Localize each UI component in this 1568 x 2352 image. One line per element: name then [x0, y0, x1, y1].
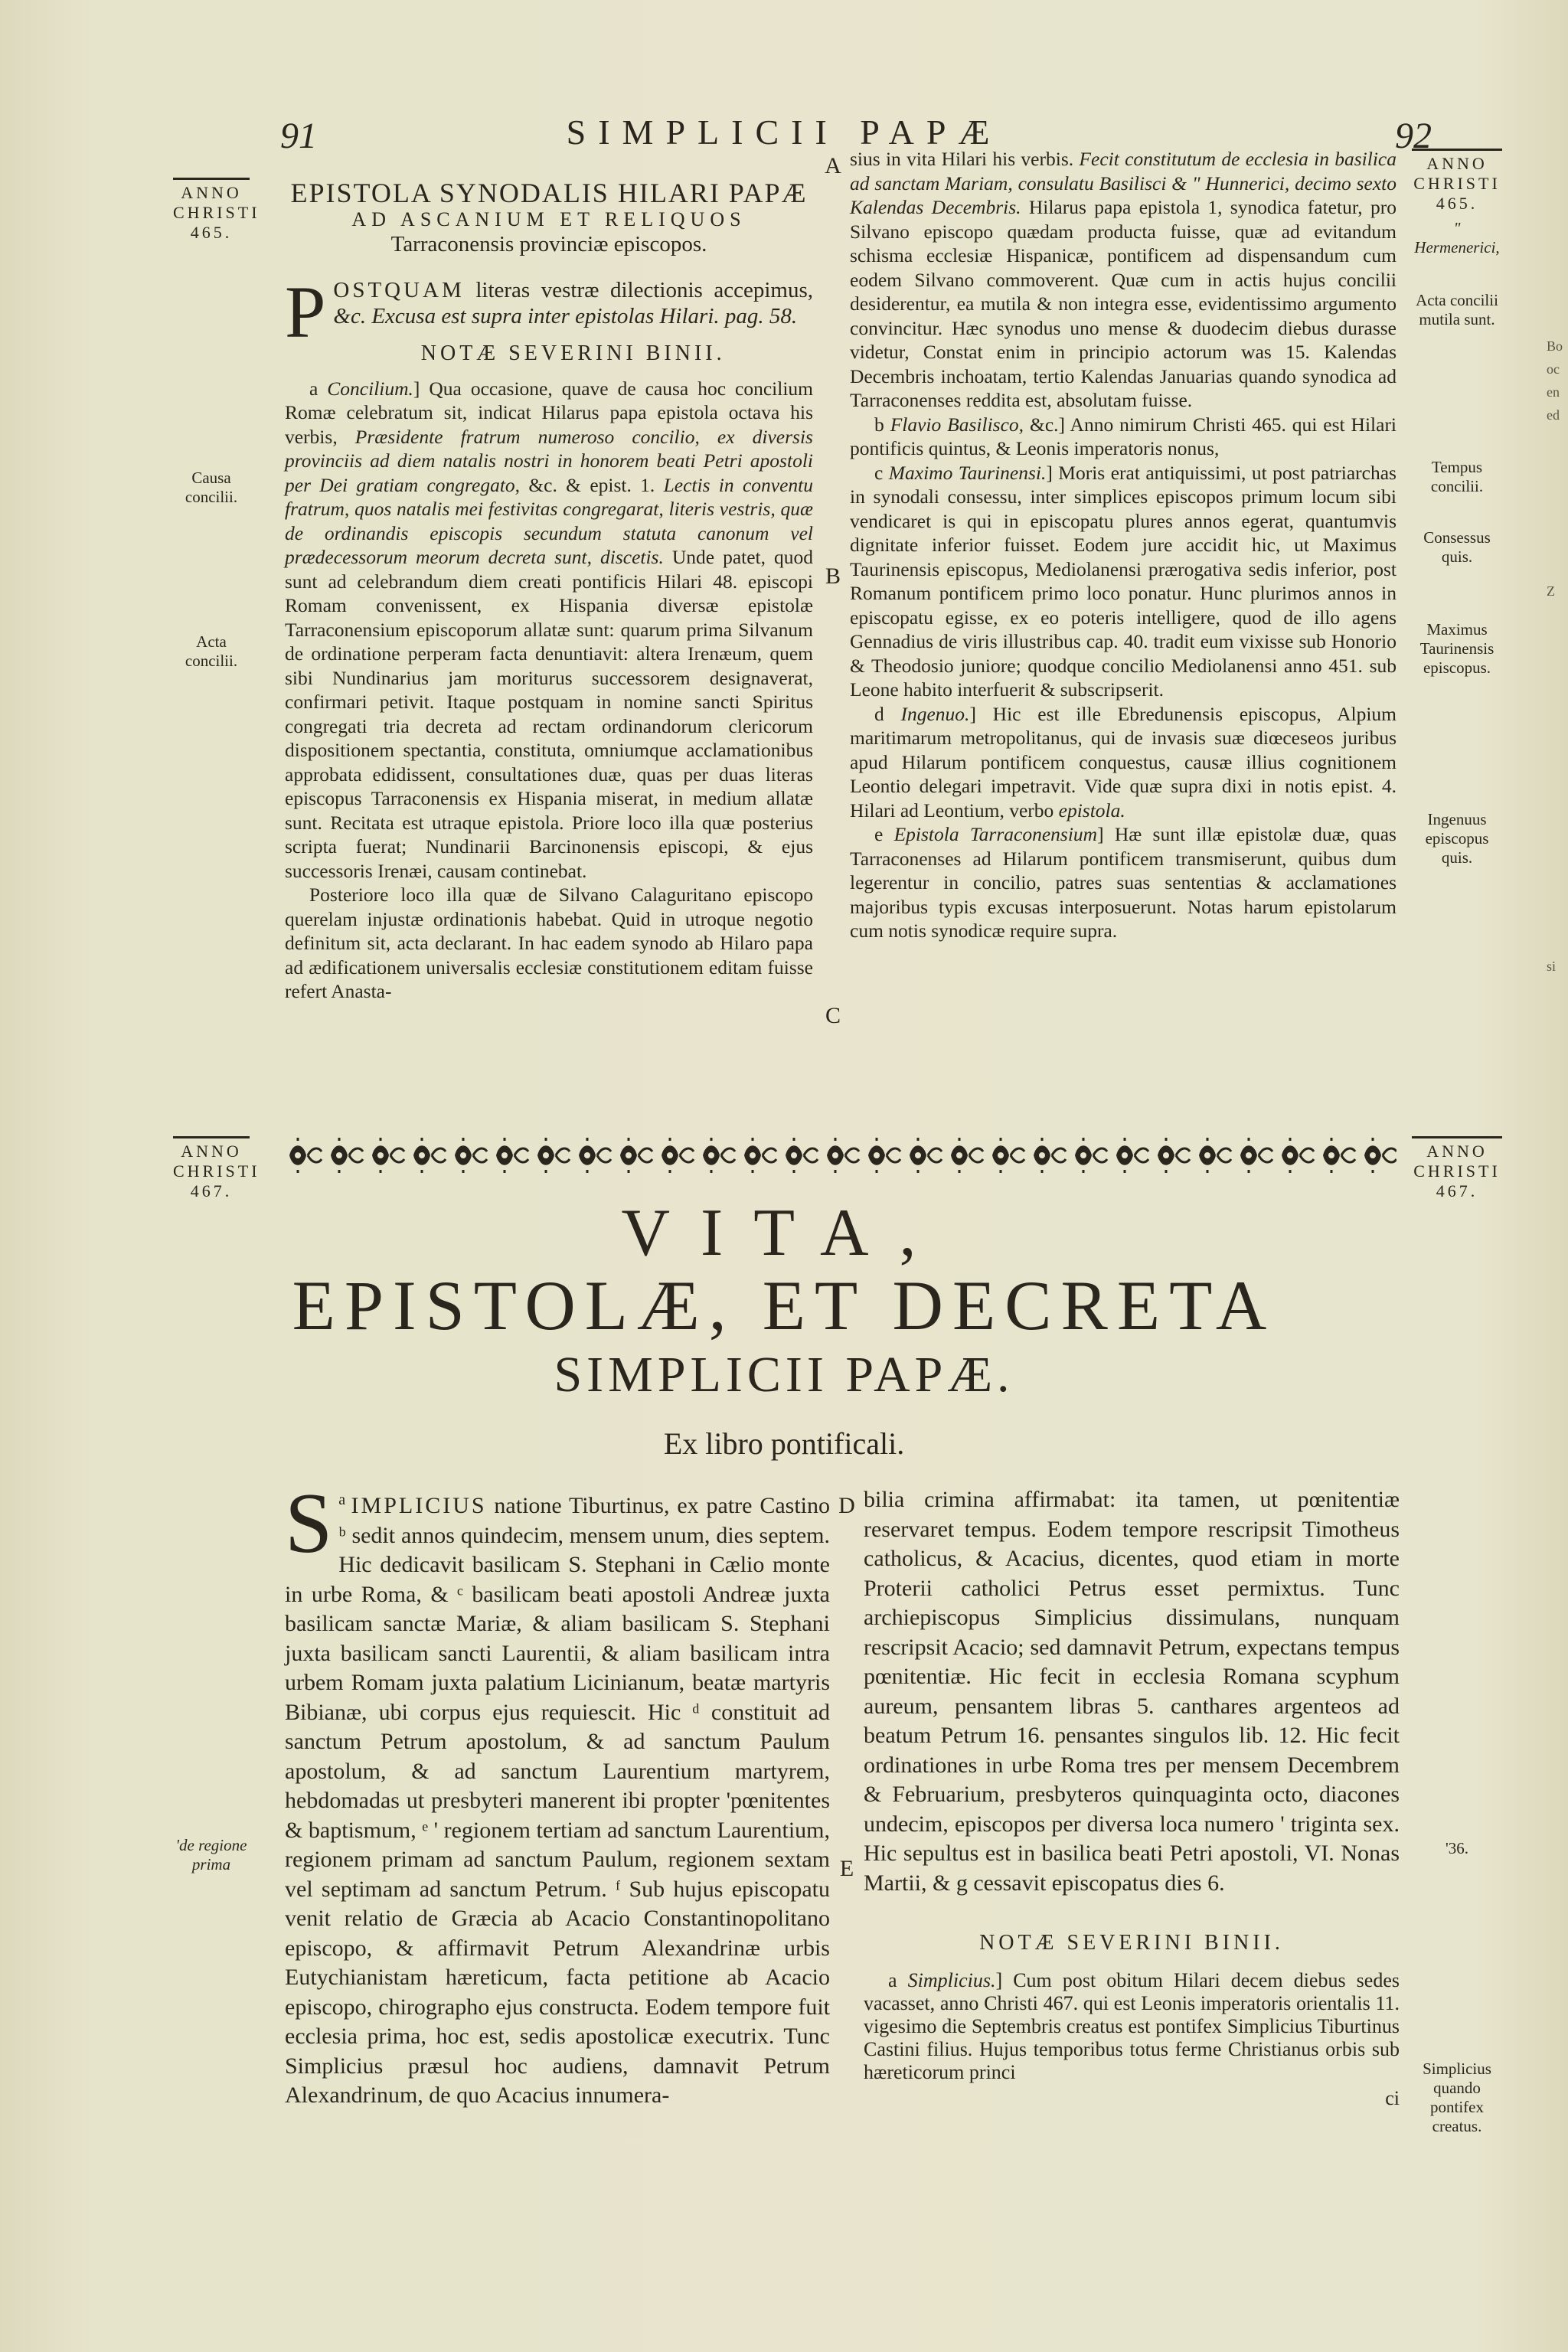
ornament-glyph — [372, 1138, 404, 1173]
catchword: ci — [1385, 2086, 1400, 2109]
ornament-glyph — [910, 1138, 942, 1173]
ornament-glyph — [455, 1138, 487, 1173]
ornament-glyph — [620, 1138, 652, 1173]
ornament-glyph — [579, 1138, 611, 1173]
running-title: SIMPLICII PAPÆ — [566, 113, 1002, 152]
ornament-glyph — [868, 1138, 900, 1173]
margin-anno-christi-465-right: ANNO CHRISTI 465. — [1412, 149, 1502, 214]
title-vita: VITA, — [621, 1196, 947, 1270]
note-e-paragraph: e Epistola Tarraconensium] Hæ sunt illæ epistolæ duæ, quas Tarraconenses ad Hilarum pontificem transmiserunt, quibus dum legerentur in concilio, patres suas sententias & acclamationes majoribus typis excusas interposuerunt. Notas harum epistolarum cum notis synodicæ require supra. — [850, 823, 1396, 942]
margin-note-consessus: Consessus quis. — [1423, 528, 1491, 566]
margin-note-acta-mutila: Acta concilii mutila sunt. — [1416, 291, 1498, 328]
epistola-intro: POSTQUAM literas vestræ dilectionis accepimus, &c. Excusa est supra inter epistolas Hilari. pag. 58. — [285, 271, 813, 353]
vita-left-column — [285, 1476, 830, 2111]
margin-note-tempus-concilii: Tempus concilii. — [1430, 458, 1484, 495]
margin-note-causa-concilii: Causa concilii. — [185, 469, 238, 506]
margin-note-ingenuus: Ingenuus episcopus quis. — [1425, 810, 1489, 867]
margin-note-de-regione: 'de regione prima — [175, 1836, 247, 1873]
margin-note-acta-concilii: Acta concilii. — [185, 632, 238, 670]
edge-fragment: si — [1547, 959, 1557, 974]
title-ex-libro: Ex libro pontificali. — [663, 1426, 905, 1461]
right-column — [850, 147, 1396, 943]
edge-fragment: en — [1547, 384, 1560, 400]
ornament-glyph — [1116, 1138, 1148, 1173]
note-a-continued-paragraph: sius in vita Hilari his verbis. Fecit constitutum de ecclesia in basilica ad sanctam Mariam, consulatu Basilisci & " Hunnerici, decimo sexto Kalendas Decembris. Hilarus papa epistola 1, synodica fatetur, pro Silvano episcopo quædam producta fuisse, quæ ad evitandum schisma ecclesiæ Hispanicæ, pontificem ad dispensandum cum eodem Silvano commoverent. Quæ cum in actis hujus concilii desiderentur, ea mutila & non integra esse, evidentissimo argumento convincitur. Hæc synodus uno mense & duodecim diebus durasse videtur, Constat enim in principio actorum was 15. Kalendas Decembris inchoatam, tertio Kalendas Januarias quando synodica ad Tarraconenses reddita est, absolutam fuisse. — [850, 148, 1396, 411]
ornament-glyph — [289, 1138, 322, 1173]
edge-fragment: oc — [1547, 361, 1560, 377]
epistola-subtitle-2: Tarraconensis provinciæ episcopos. — [390, 232, 707, 256]
ornament-glyph — [1158, 1138, 1190, 1173]
edge-fragment: Bo — [1547, 338, 1563, 354]
ornament-glyph — [951, 1138, 983, 1173]
note-a-continuation: Posteriore loco illa quæ de Silvano Calaguritano episcopo querelam injustæ ordinationis habebat. Quid in utroque negotio definitum sit, acta declarant. In hac eadem synodo ab Hilaro papa ad ædificationem universalis ecclesiæ constitutionem editam fuisse refert Anasta- — [285, 884, 813, 1002]
ornament-glyph — [992, 1138, 1024, 1173]
page-number-right: 92 — [1395, 116, 1432, 156]
note-simplicius-paragraph: a Simplicius.] Cum post obitum Hilari decem diebus sedes vacasset, anno Christi 467. qui est Leonis imperatoris orientalis 11. vigesimo die Septembris creatus est pontifex Simplicius Tiburtinus Castini filius. Hujus temporibus totus ferme Christianus orbis sub hæreticorum princi — [864, 1968, 1400, 2083]
ornament-glyph — [537, 1138, 570, 1173]
ornament-glyph — [662, 1138, 694, 1173]
ornament-glyph — [703, 1138, 735, 1173]
ornament-glyph — [1323, 1138, 1355, 1173]
edge-fragment: ed — [1547, 407, 1560, 423]
notae-heading: NOTÆ SEVERINI BINII. — [420, 341, 726, 365]
page-number-left: 91 — [280, 116, 317, 156]
margin-note-simplicius-creatus: Simplicius quando pontifex creatus. — [1423, 2060, 1491, 2135]
ornamental-divider — [285, 1136, 1396, 1174]
ornament-glyph — [1282, 1138, 1314, 1173]
section-letter-a: A — [825, 153, 841, 178]
ornament-glyph — [827, 1138, 859, 1173]
notae-heading-2: NOTÆ SEVERINI BINII. — [979, 1931, 1284, 1955]
ornament-glyph — [1199, 1138, 1231, 1173]
ornament-glyph — [1364, 1138, 1396, 1173]
ornament-glyph — [413, 1138, 446, 1173]
ornament-glyph — [1240, 1138, 1272, 1173]
margin-note-36: '36. — [1445, 1839, 1469, 1857]
ornament-glyph — [744, 1138, 776, 1173]
title-simplicii-papae: SIMPLICII PAPÆ. — [554, 1347, 1014, 1403]
note-b-paragraph: b Flavio Basilisco, &c.] Anno nimirum Christi 465. qui est Hilari pontificis quintus, & Leonis imperatoris nonus, — [850, 413, 1397, 459]
vita-continuation: bilia crimina affirmabat: ita tamen, ut pœnitentiæ reservaret tempus. Eodem tempore rescripsit Timotheus catholicus, & Acacius, dicentes, quod etiam in morte Proterii catholici Petrus esset permixtus. Tunc archiepiscopus Simplicius dissimulans, nunquam rescripsit Acacio; sed damnavit Petrum, expectans tempus pœnitentiæ. Hic fecit in ecclesia Romana scyphum aureum, pensantem libras 5. canthares argenteos ad beatum Petrum 16. pensantes singulos lib. 12. Hic fecit ordinationes in urbe Roma tres per mensem Decembrem & Februarium, presbyteros quinquaginta octo, diacones undecim, episcopos per diversa loca numero ' triginta sex. Hic sepultus est in basilica beati Petri apostoli, VI. Nonas Martii, & g cessavit episcopatus dies 6. — [864, 1487, 1400, 1896]
left-column — [285, 178, 813, 1004]
edge-fragment: Z — [1547, 583, 1555, 599]
section-letter-b: B — [825, 564, 841, 589]
ornament-glyph — [1034, 1138, 1066, 1173]
epistola-title: EPISTOLA SYNODALIS HILARI PAPÆ — [290, 178, 808, 208]
note-c-paragraph: c Maximo Taurinensi.] Moris erat antiquissimi, ut post patriarchas in synodali consessu, inter simplices episcopos primum locum sibi vendicaret is qui in episcopatu plures annos egerat, quantumvis dignitate inferior fuisset. Eodem jure accidit hic, ut Maximus Taurinensis episcopus, Mediolanensi prærogativa sedis inferior, post Romanum pontificem primo loco ponatur. Hunc plurimos annos in episcopatu egisse, ex eo poteris intelligere, quod de illo agens Gennadius de viris illustribus cap. 40. tradit eum vixisse sub Honorio & Theodosio juniore; quodque concilio Mediolanensi anno 451. sub Leone habito interfuerit & subscripserit. — [850, 461, 1396, 701]
section-letter-d: D — [838, 1493, 855, 1518]
margin-anno-christi-465-left: ANNO CHRISTI 465. — [173, 178, 250, 243]
section-letter-c: C — [825, 1003, 841, 1028]
margin-anno-christi-467-right: ANNO CHRISTI 467. — [1412, 1136, 1502, 1201]
title-epistolae-decreta: EPISTOLÆ, ET DECRETA — [292, 1266, 1276, 1344]
ornament-glyph — [786, 1138, 818, 1173]
note-d-paragraph: d Ingenuo.] Hic est ille Ebredunensis episcopus, Alpium maritimarum metropolitanus, qui de invasis suæ diœceseos juribus apud Hilarum pontificem conquestus, causæ illius cognitionem Leontio delegari impetravit. Vide quæ supra dixi in notis epist. 4. Hilari ad Leontium, verbo epistola. — [850, 702, 1396, 822]
epistola-subtitle: AD ASCANIUM ET RELIQUOS — [351, 208, 746, 230]
vita-paragraph: $^a$ S IMPLICIUS natione Tiburtinus, ex patre Castino ᵇ sedit annos quindecim, mensem unum, dies septem. Hic dedicavit basilicam S. Stephani in Cælio monte in urbe Roma, & ᶜ basilicam beati apostoli Andreæ juxta basilicam sanctæ Mariæ, & aliam basilicam S. Stephani juxta basilicam sancti Laurentii, & aliam basilicam intra urbem Romam juxta palatium Licinianum, beatæ martyris Bibianæ, ubi corpus ejus requiescit. Hic ᵈ constituit ad sanctum Petrum apostolum, & ad sanctum Paulum apostolum, & ad sanctum Laurentium martyrem, hebdomadas ut presbyteri manerent ibi propter 'pœnitentes & baptismum, ᵉ ' regionem tertiam ad sanctum Laurentium, regionem primam ad sanctum Paulum, regionem sextam vel septimam ad sanctum Petrum. ᶠ Sub hujus episcopatu venit relatio de Græcia ab Acacio Constantinopolitano episcopo, & affirmavit Petrum Alexandrinæ urbis Eutychianistam hæreticum, facta petitione ab Acacio episcopo, chirographo ejus constructa. Eodem tempore fuit ecclesia prima, hoc est, sedis apostolicæ executrix. Tunc Simplicius præsul hoc audiens, damnavit Petrum Alexandrinum, de quo Acacius innumera- — [285, 1476, 830, 2108]
margin-anno-christi-467-left: ANNO CHRISTI 467. — [173, 1136, 250, 1201]
section-letter-e: E — [839, 1856, 854, 1881]
ornament-glyph — [496, 1138, 528, 1173]
ornament-glyph — [331, 1138, 363, 1173]
note-a-paragraph: a Concilium.] Qua occasione, quave de causa hoc concilium Romæ celebratum sit, indicat Hilarus papa epistola octava his verbis, Præsidente fratrum numeroso concilio, ex diversis provinciis ad diem natalis nostri in honorem beati Petri apostoli per Dei gratiam congregato, &c. & epist. 1. Lectis in conventu fratrum, quos natalis mei festivitas congregarat, literis vestris, quæ de ordinandis episcopis secundum statuta canonum vel prædecessorum meorum decreta sunt, discetis. Unde patet, quod sunt ad celebrandum diem creati pontificis Hilari 48. episcopi Romam convenissent, ex Hispania diversæ epistolæ Tarraconensium episcoporum allatæ sunt: quarum prima Silvanum de ordinatione perperam facta denuntiavit: altera Irenæum, quem sibi Nundinarius jam moriturus successorem designaverat, confirmari petivit. Itaque postquam in nomine sancti Spiritus congregati tria decreta ad rectam ordinandorum clericorum dispositionem spectantia, constituta, omniumque acclamationibus approbata edidissent, consultationes duæ, quas per duas literas episcopus Tarraconensis ex Hispania miserat, in medium allatæ sunt. Recitata est utraque epistola. Priore loco illa quæ posterius scripta fuerat; Nundinarii Barcinonensis episcopi, & ejus successoris Irenæi, causam continebat. — [285, 377, 813, 882]
vita-right-column — [864, 1485, 1400, 2113]
drop-cap: P — [285, 271, 326, 353]
drop-cap-s: S — [285, 1476, 333, 1571]
ornament-glyph — [1075, 1138, 1107, 1173]
margin-note-maximus: Maximus Taurinensis episcopus. — [1419, 620, 1494, 677]
margin-note-hermenerici: " Hermenerici, — [1414, 219, 1500, 256]
